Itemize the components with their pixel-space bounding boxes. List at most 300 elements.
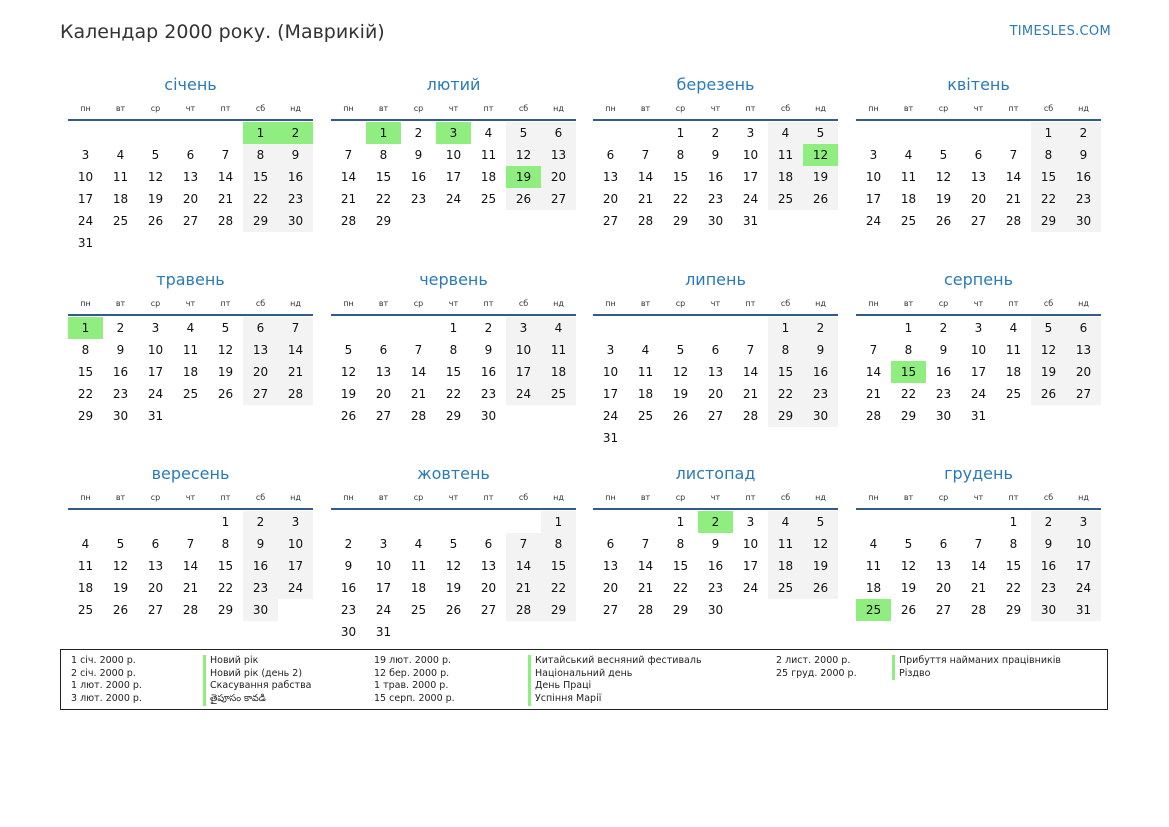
- day-cell: 13: [375, 365, 392, 379]
- day-cell: 18: [541, 361, 576, 383]
- day-cell: 13: [970, 170, 987, 184]
- day-cell: 13: [707, 365, 724, 379]
- day-cell: 14: [410, 365, 427, 379]
- weekday-label: чт: [973, 103, 984, 113]
- day-cell: 10: [278, 533, 313, 555]
- day-cell: 5: [1031, 317, 1066, 339]
- weekday-label: вт: [640, 298, 651, 308]
- day-cell: 15: [445, 365, 462, 379]
- day-cell: 9: [278, 144, 313, 166]
- month-name: серпень: [944, 270, 1013, 289]
- weekday-label: чт: [185, 103, 196, 113]
- day-cell: 3: [506, 317, 541, 339]
- month-name: січень: [164, 75, 217, 94]
- weekday-header: [593, 100, 838, 121]
- weekday-label: вт: [903, 492, 914, 502]
- day-cell: 30: [1031, 599, 1066, 621]
- legend-holiday-name: Новий рік (день 2): [203, 668, 312, 681]
- day-cell: 28: [742, 409, 759, 423]
- day-cell: 19: [340, 387, 357, 401]
- empty-cell: [856, 511, 891, 533]
- day-cell: 31: [970, 409, 987, 423]
- weekday-header: [68, 489, 313, 510]
- holiday-day: 2: [698, 511, 733, 533]
- empty-cell: [628, 317, 663, 339]
- legend-holiday-name: Різдво: [892, 668, 1061, 681]
- day-cell: 27: [182, 214, 199, 228]
- day-cell: 16: [1031, 555, 1066, 577]
- day-cell: 6: [243, 317, 278, 339]
- day-cell: 20: [707, 387, 724, 401]
- day-cell: 25: [77, 603, 94, 617]
- day-cell: 5: [939, 148, 948, 162]
- empty-cell: [593, 511, 628, 533]
- day-cell: 31: [77, 236, 94, 250]
- day-cell: 25: [1005, 387, 1022, 401]
- day-cell: 15: [768, 361, 803, 383]
- day-cell: 16: [112, 365, 129, 379]
- day-cell: 18: [77, 581, 94, 595]
- day-cell: 19: [445, 581, 462, 595]
- day-cell: 4: [81, 537, 90, 551]
- weekday-label: пт: [745, 103, 756, 113]
- day-cell: 11: [768, 144, 803, 166]
- day-cell: 16: [410, 170, 427, 184]
- day-cell: 19: [147, 192, 164, 206]
- day-cell: 4: [414, 537, 423, 551]
- weekday-label: ср: [675, 492, 686, 502]
- day-cell: 18: [768, 555, 803, 577]
- day-cell: 21: [1005, 192, 1022, 206]
- day-cell: 27: [707, 409, 724, 423]
- day-cell: 24: [375, 603, 392, 617]
- day-cell: 17: [445, 170, 462, 184]
- month-name: квітень: [947, 75, 1010, 94]
- day-cell: 26: [900, 603, 917, 617]
- day-cell: 14: [865, 365, 882, 379]
- day-cell: 6: [974, 148, 983, 162]
- weekday-label: вт: [903, 103, 914, 113]
- empty-cell: [68, 122, 103, 144]
- day-cell: 13: [1066, 339, 1101, 361]
- weekday-label: пт: [1008, 103, 1019, 113]
- day-cell: 23: [112, 387, 129, 401]
- weekday-label: чт: [448, 298, 459, 308]
- day-cell: 9: [1031, 533, 1066, 555]
- day-cell: 28: [182, 603, 199, 617]
- day-cell: 29: [672, 214, 689, 228]
- day-cell: 15: [672, 559, 689, 573]
- holiday-day: 12: [803, 144, 838, 166]
- day-cell: 7: [221, 148, 230, 162]
- day-cell: 26: [445, 603, 462, 617]
- day-cell: 23: [410, 192, 427, 206]
- day-cell: 7: [641, 537, 650, 551]
- day-cell: 26: [217, 387, 234, 401]
- day-cell: 25: [182, 387, 199, 401]
- day-cell: 30: [707, 214, 724, 228]
- day-cell: 8: [379, 148, 388, 162]
- weekday-label: вт: [903, 298, 914, 308]
- day-cell: 23: [935, 387, 952, 401]
- legend-date: 15 серп. 2000 р.: [374, 693, 455, 705]
- day-cell: 3: [606, 343, 615, 357]
- day-cell: 18: [182, 365, 199, 379]
- day-cell: 31: [1066, 599, 1101, 621]
- day-grid: [593, 511, 838, 621]
- site-link[interactable]: TIMESLES.COM: [1009, 24, 1111, 39]
- day-cell: 20: [147, 581, 164, 595]
- day-cell: 4: [768, 511, 803, 533]
- weekday-label: вт: [378, 298, 389, 308]
- day-cell: 6: [186, 148, 195, 162]
- weekday-label: вт: [378, 492, 389, 502]
- day-cell: 24: [865, 214, 882, 228]
- day-cell: 28: [637, 214, 654, 228]
- day-cell: 15: [243, 166, 278, 188]
- day-cell: 22: [77, 387, 94, 401]
- month-9: [68, 462, 313, 621]
- legend-names: [528, 655, 702, 706]
- day-cell: 17: [742, 170, 759, 184]
- day-cell: 16: [803, 361, 838, 383]
- day-cell: 17: [278, 555, 313, 577]
- day-cell: 5: [803, 511, 838, 533]
- day-cell: 8: [449, 343, 458, 357]
- day-cell: 30: [278, 210, 313, 232]
- weekday-header: [856, 295, 1101, 316]
- day-cell: 28: [637, 603, 654, 617]
- weekday-label: нд: [1078, 298, 1089, 308]
- legend-holiday-name: Національний день: [528, 668, 702, 681]
- day-grid: [68, 511, 313, 621]
- day-cell: 9: [1066, 144, 1101, 166]
- day-cell: 29: [77, 409, 94, 423]
- day-cell: 31: [602, 431, 619, 445]
- day-cell: 3: [81, 148, 90, 162]
- day-cell: 11: [410, 559, 427, 573]
- weekday-label: чт: [448, 103, 459, 113]
- day-cell: 26: [672, 409, 689, 423]
- empty-cell: [173, 511, 208, 533]
- day-cell: 17: [77, 192, 94, 206]
- day-cell: 10: [375, 559, 392, 573]
- weekday-label: сб: [518, 492, 529, 502]
- legend-date: 2 січ. 2000 р.: [71, 667, 136, 679]
- empty-cell: [331, 511, 366, 533]
- day-cell: 16: [707, 559, 724, 573]
- empty-cell: [401, 511, 436, 533]
- legend-date: 25 груд. 2000 р.: [776, 667, 857, 679]
- day-cell: 3: [869, 148, 878, 162]
- day-cell: 6: [606, 148, 615, 162]
- day-cell: 1: [449, 321, 458, 335]
- day-cell: 9: [484, 343, 493, 357]
- day-cell: 15: [375, 170, 392, 184]
- weekday-label: пн: [868, 298, 879, 308]
- weekday-label: сб: [780, 103, 791, 113]
- day-cell: 29: [1005, 603, 1022, 617]
- day-cell: 6: [541, 122, 576, 144]
- day-cell: 13: [147, 559, 164, 573]
- day-cell: 8: [904, 343, 913, 357]
- day-cell: 15: [77, 365, 94, 379]
- day-cell: 12: [672, 365, 689, 379]
- weekday-label: чт: [448, 492, 459, 502]
- day-cell: 31: [147, 409, 164, 423]
- day-cell: 21: [742, 387, 759, 401]
- month-name: грудень: [944, 464, 1013, 483]
- empty-cell: [733, 317, 768, 339]
- day-cell: 9: [243, 533, 278, 555]
- day-cell: 6: [711, 343, 720, 357]
- month-5: [68, 268, 313, 427]
- legend-names: [892, 655, 1061, 680]
- day-cell: 23: [243, 577, 278, 599]
- day-cell: 25: [480, 192, 497, 206]
- day-cell: 3: [278, 511, 313, 533]
- day-cell: 26: [1031, 383, 1066, 405]
- day-cell: 4: [116, 148, 125, 162]
- day-cell: 28: [865, 409, 882, 423]
- day-cell: 11: [768, 533, 803, 555]
- day-cell: 18: [865, 581, 882, 595]
- day-cell: 9: [939, 343, 948, 357]
- day-cell: 29: [672, 603, 689, 617]
- day-cell: 12: [340, 365, 357, 379]
- day-grid: [856, 317, 1101, 427]
- day-cell: 9: [344, 559, 353, 573]
- day-cell: 24: [445, 192, 462, 206]
- day-cell: 30: [340, 625, 357, 639]
- day-cell: 24: [742, 192, 759, 206]
- weekday-label: ср: [938, 298, 949, 308]
- legend-names: [203, 655, 312, 706]
- day-cell: 28: [970, 603, 987, 617]
- day-cell: 16: [243, 555, 278, 577]
- day-cell: 19: [935, 192, 952, 206]
- day-cell: 27: [147, 603, 164, 617]
- day-cell: 20: [602, 581, 619, 595]
- day-cell: 8: [541, 533, 576, 555]
- legend-dates: [374, 655, 455, 706]
- day-cell: 21: [217, 192, 234, 206]
- empty-cell: [103, 511, 138, 533]
- day-cell: 10: [1066, 533, 1101, 555]
- day-cell: 25: [112, 214, 129, 228]
- legend-dates: [776, 655, 857, 680]
- day-cell: 14: [278, 339, 313, 361]
- day-cell: 1: [768, 317, 803, 339]
- day-cell: 21: [410, 387, 427, 401]
- month-name: червень: [419, 270, 488, 289]
- weekday-label: ср: [675, 298, 686, 308]
- day-cell: 21: [637, 581, 654, 595]
- day-cell: 2: [116, 321, 125, 335]
- page-title: Календар 2000 року. (Маврикій): [60, 21, 385, 43]
- day-cell: 22: [541, 577, 576, 599]
- day-cell: 28: [278, 383, 313, 405]
- day-cell: 22: [1031, 188, 1066, 210]
- day-cell: 29: [243, 210, 278, 232]
- day-cell: 26: [803, 188, 838, 210]
- weekday-label: пн: [343, 492, 354, 502]
- weekday-label: вт: [115, 492, 126, 502]
- weekday-header: [68, 100, 313, 121]
- legend-date: 3 лют. 2000 р.: [71, 693, 142, 705]
- day-cell: 2: [1066, 122, 1101, 144]
- holiday-day: 1: [366, 122, 401, 144]
- weekday-label: пт: [745, 298, 756, 308]
- day-cell: 8: [768, 339, 803, 361]
- day-cell: 20: [541, 166, 576, 188]
- day-cell: 13: [541, 144, 576, 166]
- day-cell: 22: [445, 387, 462, 401]
- day-cell: 22: [243, 188, 278, 210]
- day-cell: 17: [742, 559, 759, 573]
- weekday-label: чт: [710, 492, 721, 502]
- day-grid: [593, 122, 838, 232]
- day-cell: 22: [375, 192, 392, 206]
- weekday-label: нд: [815, 103, 826, 113]
- weekday-label: ср: [938, 103, 949, 113]
- day-cell: 20: [1066, 361, 1101, 383]
- day-cell: 4: [768, 122, 803, 144]
- weekday-label: вт: [378, 103, 389, 113]
- empty-cell: [366, 317, 401, 339]
- day-cell: 17: [970, 365, 987, 379]
- day-cell: 18: [410, 581, 427, 595]
- weekday-header: [856, 100, 1101, 121]
- day-cell: 27: [602, 214, 619, 228]
- weekday-header: [68, 295, 313, 316]
- weekday-label: нд: [553, 492, 564, 502]
- weekday-label: чт: [185, 298, 196, 308]
- weekday-label: сб: [255, 103, 266, 113]
- day-cell: 17: [375, 581, 392, 595]
- day-cell: 27: [243, 383, 278, 405]
- empty-cell: [926, 122, 961, 144]
- day-cell: 7: [414, 343, 423, 357]
- day-cell: 30: [803, 405, 838, 427]
- day-cell: 7: [186, 537, 195, 551]
- day-cell: 23: [1031, 577, 1066, 599]
- day-cell: 15: [1031, 166, 1066, 188]
- day-cell: 11: [1005, 343, 1022, 357]
- holiday-day: 1: [68, 317, 103, 339]
- day-cell: 14: [340, 170, 357, 184]
- weekday-label: вт: [115, 103, 126, 113]
- day-cell: 24: [278, 577, 313, 599]
- day-cell: 28: [340, 214, 357, 228]
- day-cell: 20: [935, 581, 952, 595]
- day-cell: 15: [1005, 559, 1022, 573]
- day-cell: 31: [375, 625, 392, 639]
- day-cell: 10: [445, 148, 462, 162]
- weekday-label: нд: [1078, 492, 1089, 502]
- day-cell: 12: [445, 559, 462, 573]
- day-cell: 2: [803, 317, 838, 339]
- day-cell: 16: [480, 365, 497, 379]
- weekday-label: нд: [553, 103, 564, 113]
- weekday-label: нд: [553, 298, 564, 308]
- day-cell: 13: [182, 170, 199, 184]
- month-10: [331, 462, 576, 643]
- day-cell: 21: [865, 387, 882, 401]
- day-cell: 1: [1031, 122, 1066, 144]
- day-cell: 12: [112, 559, 129, 573]
- day-cell: 23: [278, 188, 313, 210]
- day-cell: 26: [340, 409, 357, 423]
- day-cell: 3: [151, 321, 160, 335]
- month-name: березень: [676, 75, 755, 94]
- day-cell: 8: [676, 537, 685, 551]
- weekday-label: нд: [815, 492, 826, 502]
- weekday-label: ср: [150, 492, 161, 502]
- empty-cell: [663, 317, 698, 339]
- day-cell: 17: [147, 365, 164, 379]
- weekday-header: [331, 100, 576, 121]
- day-cell: 19: [900, 581, 917, 595]
- weekday-header: [331, 489, 576, 510]
- weekday-label: пт: [483, 492, 494, 502]
- day-cell: 15: [541, 555, 576, 577]
- day-cell: 2: [414, 126, 423, 140]
- weekday-label: сб: [518, 298, 529, 308]
- weekday-label: пн: [80, 298, 91, 308]
- empty-cell: [331, 122, 366, 144]
- month-3: [593, 73, 838, 232]
- empty-cell: [506, 511, 541, 533]
- weekday-label: ср: [675, 103, 686, 113]
- day-cell: 2: [939, 321, 948, 335]
- day-cell: 5: [221, 321, 230, 335]
- day-cell: 25: [637, 409, 654, 423]
- weekday-label: чт: [973, 492, 984, 502]
- day-cell: 28: [410, 409, 427, 423]
- day-cell: 20: [182, 192, 199, 206]
- month-7: [593, 268, 838, 449]
- weekday-label: сб: [255, 492, 266, 502]
- holiday-day: 2: [278, 122, 313, 144]
- day-cell: 2: [344, 537, 353, 551]
- weekday-label: пт: [483, 298, 494, 308]
- month-4: [856, 73, 1101, 232]
- legend-date: 1 лют. 2000 р.: [71, 680, 142, 692]
- day-cell: 1: [1009, 515, 1018, 529]
- day-cell: 14: [182, 559, 199, 573]
- day-cell: 29: [217, 603, 234, 617]
- day-cell: 29: [1031, 210, 1066, 232]
- day-cell: 13: [243, 339, 278, 361]
- day-cell: 25: [541, 383, 576, 405]
- weekday-label: сб: [780, 298, 791, 308]
- day-cell: 30: [935, 409, 952, 423]
- day-cell: 25: [900, 214, 917, 228]
- day-cell: 20: [243, 361, 278, 383]
- day-cell: 3: [746, 515, 755, 529]
- day-cell: 30: [480, 409, 497, 423]
- day-cell: 21: [182, 581, 199, 595]
- day-cell: 29: [375, 214, 392, 228]
- day-cell: 2: [243, 511, 278, 533]
- weekday-label: пт: [1008, 492, 1019, 502]
- day-cell: 5: [116, 537, 125, 551]
- day-cell: 20: [480, 581, 497, 595]
- weekday-label: чт: [710, 298, 721, 308]
- day-cell: 27: [602, 603, 619, 617]
- day-cell: 1: [541, 511, 576, 533]
